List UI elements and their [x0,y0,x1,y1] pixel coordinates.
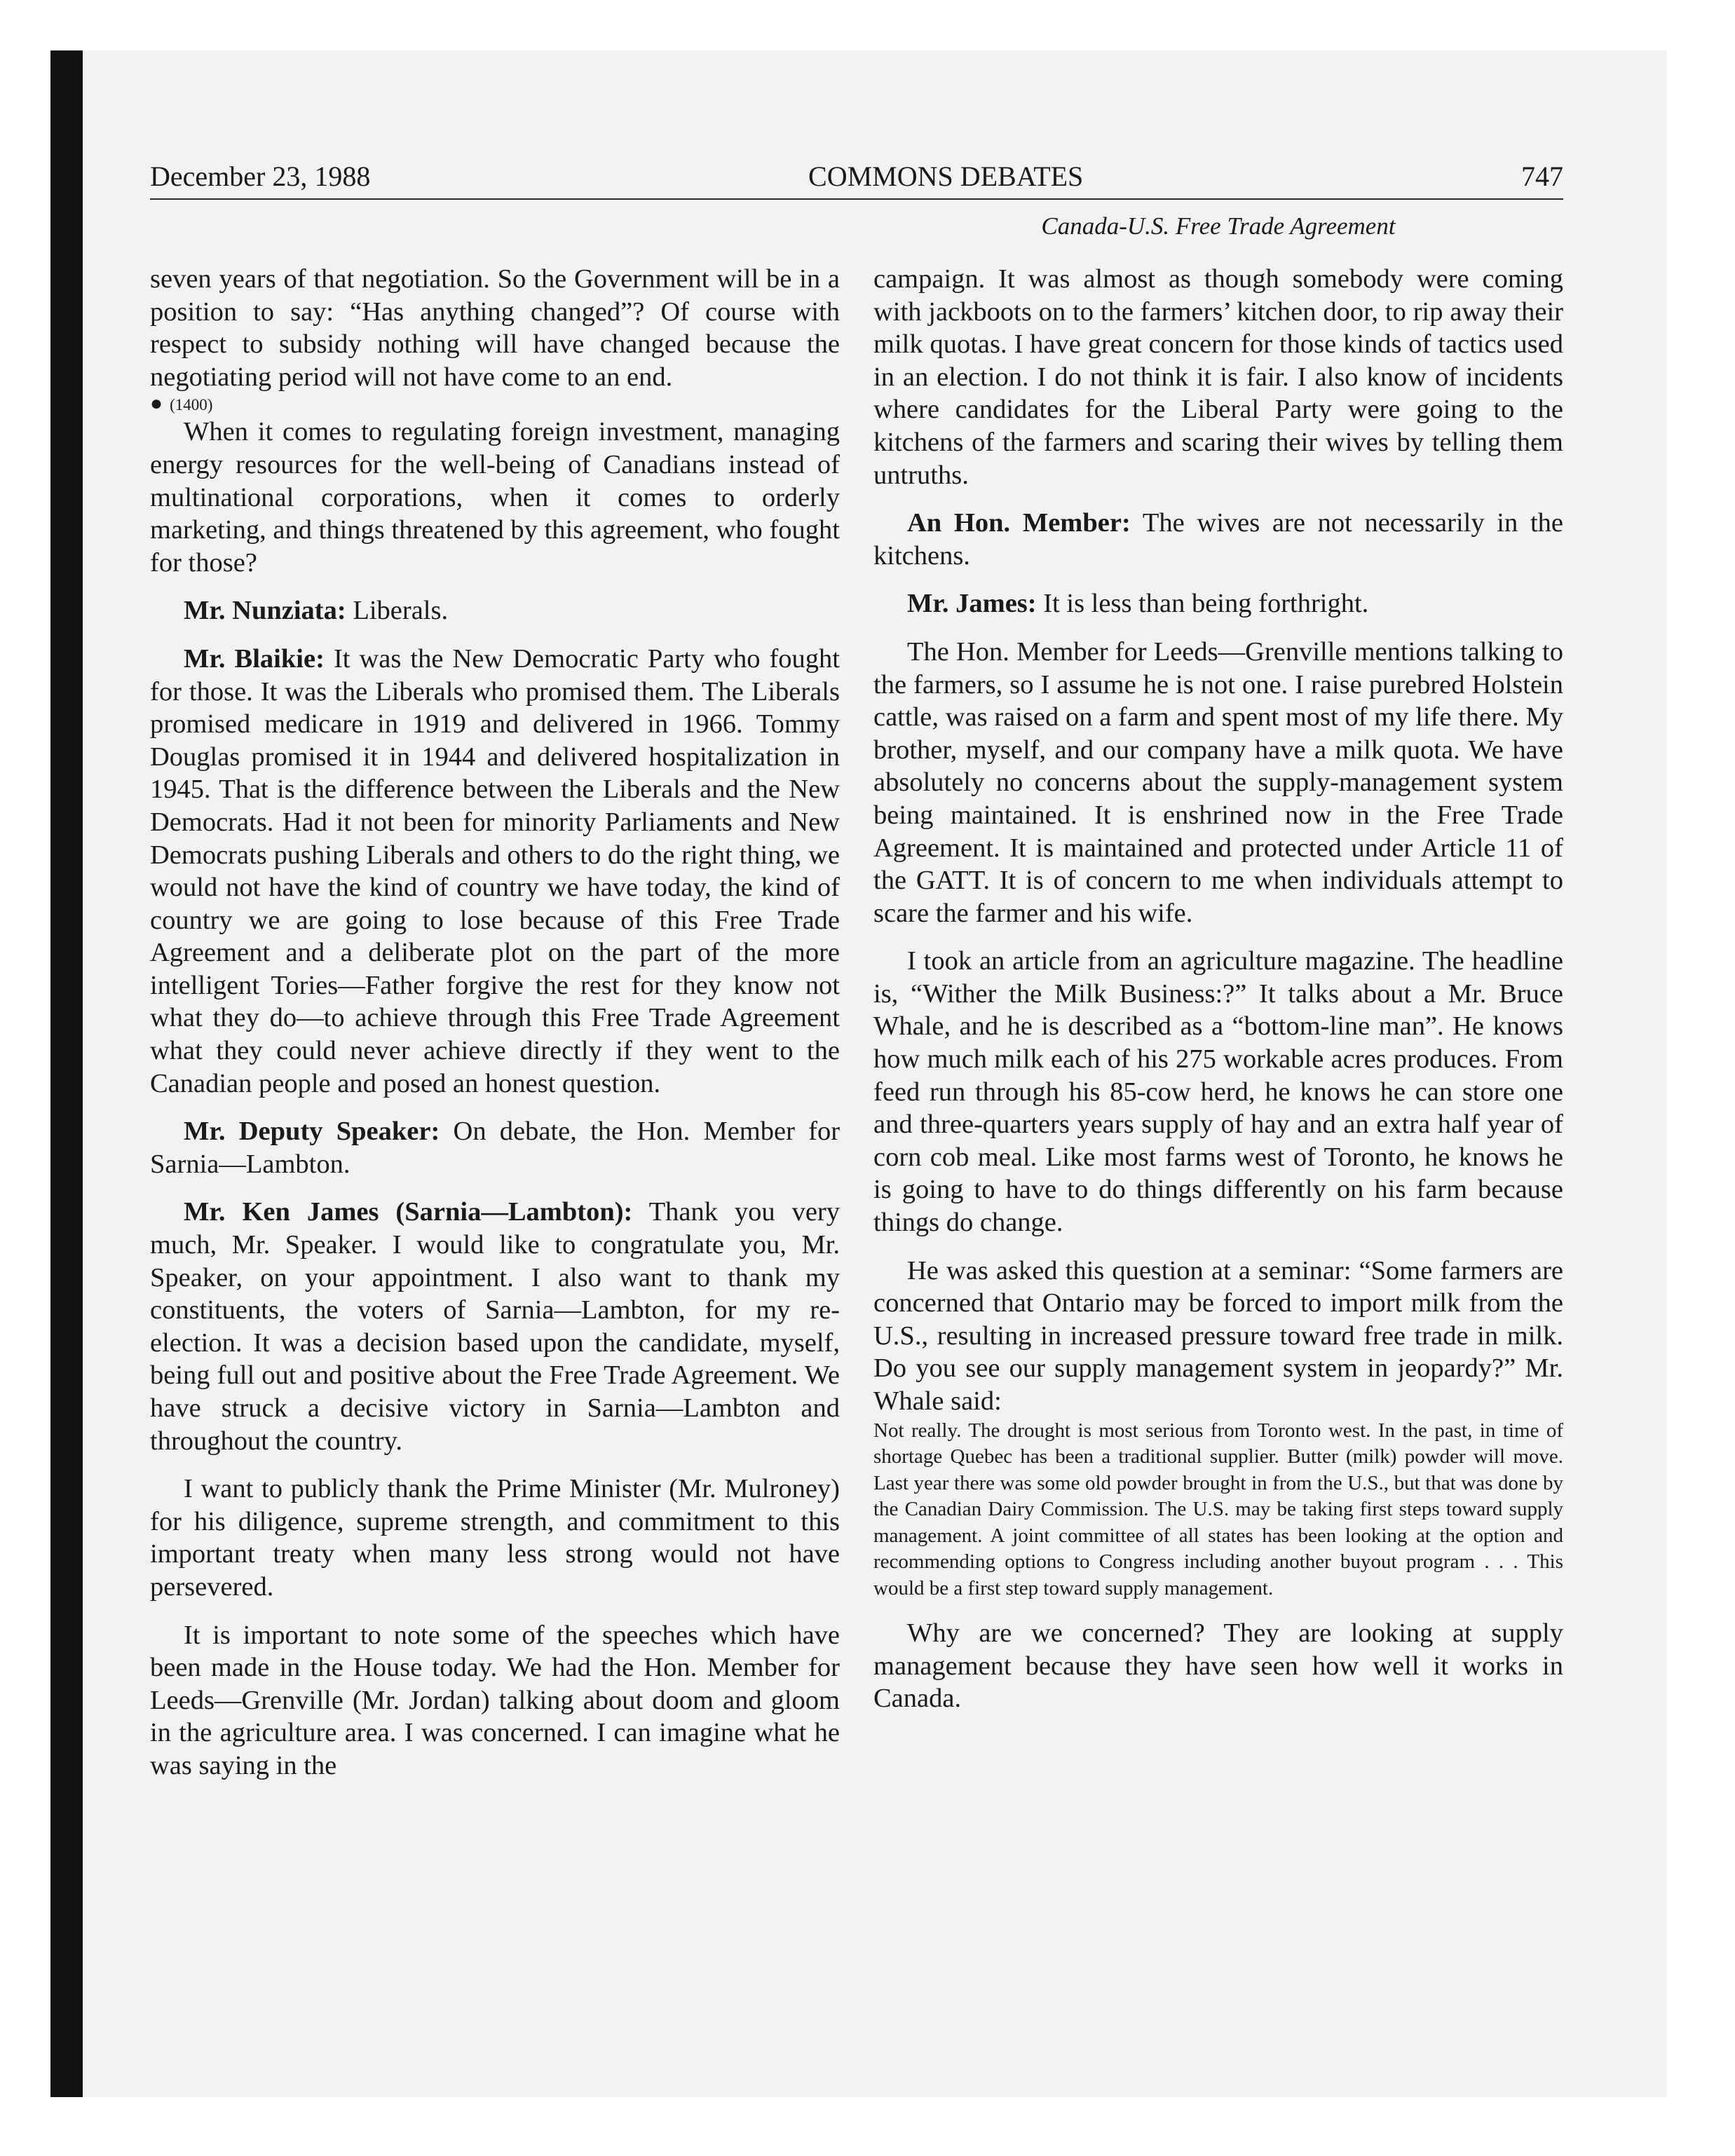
speech-text: The wives are not necessarily in the kitchens. [873,508,1564,571]
header-title: COMMONS DEBATES [808,161,1084,192]
header-rule [150,198,1563,200]
speaker-name: Mr. Blaikie: [184,643,325,674]
paragraph: I took an article from an agriculture magazine. The headline is, “Wither the Milk Business:?” It talks about a Mr. Bruce Whale, and he is described as a “bottom-line man”. He knows how much milk each of his 275 workable acres produces. From feed run through his 85-cow herd, he knows he can store one and three-quarters years supply of hay and an extra half year of corn cob meal. Like most farms west of Toronto, he knows he is going to have to do things differently on his farm because things do change. [873,946,1563,1238]
left-column [150,263,840,1782]
right-column [873,263,1563,1715]
paragraph: campaign. It was almost as though somebody were coming with jackboots on to the farmers’ kitchen door, to rip away their milk quotas. I have great concern for those kinds of tactics used in an election. I do not think it is fair. I also know of incidents where candidates for the Liberal Party were going to the kitchens of the farmers and scaring their wives by telling them untruths. [873,264,1563,490]
speech [150,643,840,1100]
paragraph: Why are we concerned? They are looking at supply management because they have seen how well it works in Canada. [873,1618,1563,1714]
bullet-icon: ● [150,392,163,416]
paragraph: I want to publicly thank the Prime Minister (Mr. Mulroney) for his diligence, supreme strength, and commitment to this important treaty when many less strong would not have persevered. [150,1474,840,1602]
binding-edge [50,50,83,2097]
running-header [150,160,1563,193]
section-subheader: Canada-U.S. Free Trade Agreement [1041,212,1396,240]
speech [873,507,1563,572]
speech [873,587,1563,620]
speech [150,1196,840,1457]
speaker-name: Mr. James: [907,589,1037,619]
paragraph: He was asked this question at a seminar: “Some farmers are concerned that Ontario may be forced to import milk from the U.S., resulting in increased pressure toward free trade in milk. Do you see our supply management system in jeopardy?” Mr. Whale said: [873,1255,1563,1416]
paragraph: The Hon. Member for Leeds—Grenville mentions talking to the farmers, so I assume he is not one. I raise purebred Holstein cattle, was raised on a farm and spent most of my life there. My brother, myself, and our company have a milk quota. We have absolutely no concerns about the supply-management system being maintained. It is enshrined now in the Free Trade Agreement. It is maintained and protected under Article 11 of the GATT. It is of concern to me when individuals attempt to scare the farmer and his wife. [873,636,1563,928]
speech [150,1115,840,1180]
speech-text: On debate, the Hon. Member for Sarnia—Lambton. [150,1117,841,1179]
paragraph: seven years of that negotiation. So the Government will be in a position to say: “Has anything changed”? Of course with respect to subsidy nothing will have changed because the negotiating period will not have come to an end. [150,264,840,392]
speaker-name: Mr. Deputy Speaker: [184,1117,440,1147]
paragraph: It is important to note some of the speeches which have been made in the House today. We had the Hon. Member for Leeds—Grenville (Mr. Jordan) talking about doom and gloom in the agriculture area. I was concerned. I can imagine what he was saying in the [150,1620,840,1780]
speech-text: Thank you very much, Mr. Speaker. I would like to congratulate you, Mr. Speaker, on your appointment. I also want to thank my constituents, the voters of Sarnia—Lambton, for my re-election. It was a decision based upon the candidate, myself, being full out and positive about the Free Trade Agreement. We have struck a decisive victory in Sarnia—Lambton and throughout the country. [150,1197,840,1456]
speech-text: It was the New Democratic Party who fought for those. It was the Liberals who promised them. The Liberals promised medicare in 1919 and delivered in 1966. Tommy Douglas promised it in 1944 and delivered hospitalization in 1945. That is the difference between the Liberals and the New Democrats. Had it not been for minority Parliaments and New Democrats pushing Liberals and others to do the right thing, we would not have the kind of country we have today, the kind of country we are going to lose because of this Free Trade Agreement and a deliberate plot on the part of the more intelligent Tories—Father forgive the rest for they know not what they do—to achieve through this Free Trade Agreement what they could never achieve directly if they went to the Canadian people and posed an honest question. [150,643,841,1098]
paragraph: When it comes to regulating foreign investment, managing energy resources for the well-being of Canadians instead of multinational corporations, when it comes to orderly marketing, and things threatened by this agreement, who fought for those? [150,417,840,578]
header-date: December 23, 1988 [150,161,371,192]
header-page-number: 747 [1520,161,1563,192]
speech-text: It is less than being forthright. [1036,589,1369,619]
speech-text: Liberals. [346,596,449,626]
time-marker-text: (1400) [170,396,213,414]
block-quote: Not really. The drought is most serious from Toronto west. In the past, in time of shortage Quebec has been a traditional supplier. Butter (milk) powder will move. Last year there was some old powder brought in from the U.S., but that was done by the Canadian Dairy Commission. The U.S. may be taking first steps toward supply management. A joint committee of all states has been looking at the option and recommending options to Congress including another buyout program . . . This would be a first step toward supply management. [873,1419,1563,1599]
speaker-name: An Hon. Member: [907,508,1131,538]
speaker-name: Mr. Nunziata: [184,596,346,626]
speaker-name: Mr. Ken James (Sarnia—Lambton): [184,1197,633,1227]
speech [150,594,840,627]
time-marker [150,393,840,416]
